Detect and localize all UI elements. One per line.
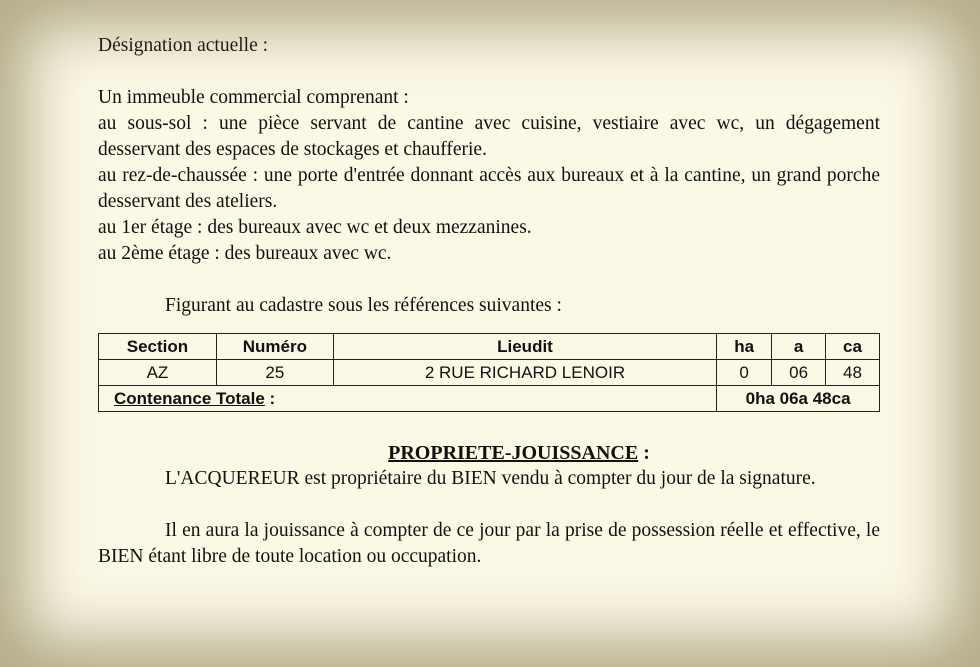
building-intro: Un immeuble commercial comprenant :: [98, 87, 409, 108]
cell-a: 06: [772, 360, 826, 386]
cell-numero: 25: [216, 360, 333, 386]
cell-ha: 0: [717, 360, 772, 386]
total-value: 0ha 06a 48ca: [717, 386, 880, 412]
cadastre-table: [98, 333, 880, 412]
header-ca: ca: [826, 334, 880, 360]
table-row: [99, 360, 880, 386]
designation-label: Désignation actuelle :: [98, 35, 269, 56]
floor-second: au 2ème étage : des bureaux avec wc.: [98, 243, 392, 264]
header-ha: ha: [717, 334, 772, 360]
cell-ca: 48: [826, 360, 880, 386]
table-total-row: [99, 386, 880, 412]
document-page: [98, 33, 880, 570]
floor-first: au 1er étage : des bureaux avec wc et deux mezzanines.: [98, 217, 532, 238]
cadastre-intro: Figurant au cadastre sous les références suivantes :: [165, 295, 562, 316]
header-numero: Numéro: [216, 334, 333, 360]
header-section: Section: [99, 334, 217, 360]
table-header-row: [99, 334, 880, 360]
total-label: Contenance Totale :: [99, 386, 717, 412]
floor-basement: au sous-sol : une pièce servant de cantine avec cuisine, vestiaire avec wc, un dégagement desservant des espaces de stockages et chaufferie.: [98, 113, 880, 160]
ownership-paragraph: L'ACQUEREUR est propriétaire du BIEN vendu à compter du jour de la signature.: [165, 468, 816, 489]
floor-ground: au rez-de-chaussée : une porte d'entrée donnant accès aux bureaux et à la cantine, un grand porche desservant des ateliers.: [98, 165, 880, 212]
section-heading: PROPRIETE-JOUISSANCE :: [388, 442, 650, 464]
header-a: a: [772, 334, 826, 360]
enjoyment-paragraph: Il en aura la jouissance à compter de ce jour par la prise de possession réelle et effective, le BIEN étant libre de toute location ou occupation.: [98, 520, 880, 567]
cell-lieudit: 2 RUE RICHARD LENOIR: [333, 360, 716, 386]
header-lieudit: Lieudit: [333, 334, 716, 360]
cell-section: AZ: [99, 360, 217, 386]
